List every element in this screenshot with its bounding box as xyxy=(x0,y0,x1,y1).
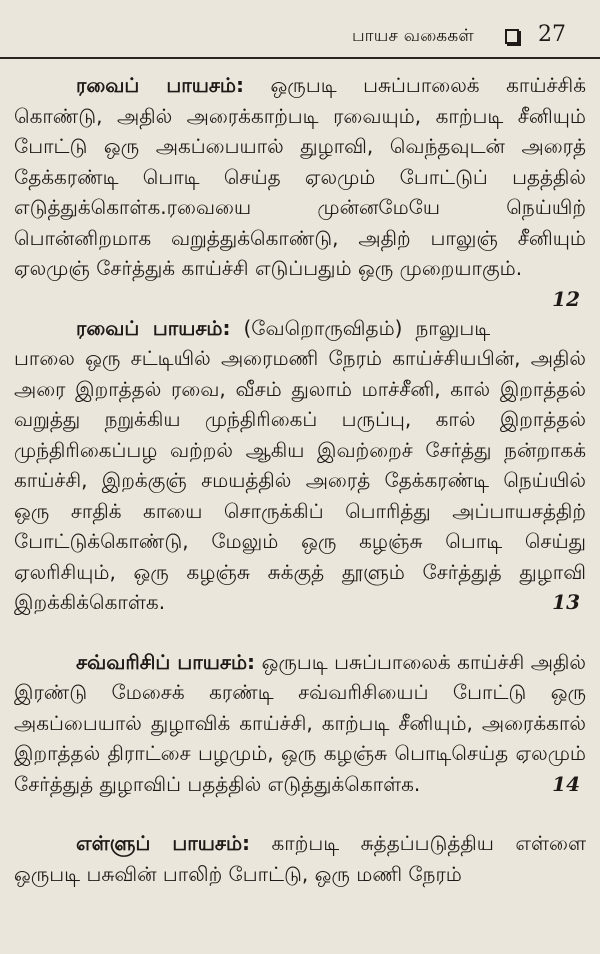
recipe-number: 12 xyxy=(552,286,580,311)
square-ornament-icon xyxy=(505,29,519,44)
header-divider xyxy=(0,57,600,59)
recipe-text: காற்படி சுத்தப்படுத்திய எள்ளை ஒருபடி பசுவின் பாலிற் போட்டு, ஒரு மணி நேரம் xyxy=(14,831,586,886)
recipe-title: சவ்வரிசிப் பாயசம்: xyxy=(76,649,256,674)
recipe-paragraph xyxy=(14,828,586,889)
recipe-text: (வேறொருவிதம்) நாலுபடி பாலை ஒரு சட்டியில் அரைமணி நேரம் காய்ச்சியபின், அதில் அரை இறாத்தல் ரவை, வீசம் துலாம் மாச்சீனி, கால் இறாத்தல் வறுத்து நறுக்கிய முந்திரிகைப் பருப்பு, கால் இறாத்தல் முந்திரிகைப்பழ வற்றல் ஆகிய இவற்றைச் சேர்த்து நன்றாகக் காய்ச்சி, இறக்குஞ் சமயத்தில் அரைத் தேக்கரண்டி நெய்யில் ஒரு சாதிக் காயை சொருக்கிப் பொரித்து அப்பாயசத்திற் போட்டுக்கொண்டு, மேலும் ஒரு கழஞ்சு பொடி செய்து ஏலரிசியும், ஒரு கழஞ்சு சுக்குத் தூளும் சேர்த்துத் துழாவி இறக்கிக்கொள்க. xyxy=(14,315,586,614)
recipe-title: ரவைப் பாயசம்: xyxy=(76,73,245,97)
page-number: 27 xyxy=(538,22,566,47)
chapter-title: பாயச வகைகள் xyxy=(352,26,474,46)
recipe-title: எள்ளுப் பாயசம்: xyxy=(76,831,251,855)
recipe-text: ஒருபடி பசுப்பாலைக் காய்ச்சிக் கொண்டு, அதில் அரைக்காற்படி ரவையும், காற்படி சீனியும் போட்டு ஒரு அகப்பையால் துழாவி, வெந்தவுடன் அரைத் தேக்கரண்டி பொடி செய்த ஏலமும் போட்டுப் பதத்தில் எடுத்துக்கொள்க.ரவையை முன்னமேயே நெய்யிற் பொன்னிறமாக வறுத்துக்கொண்டு, அதிற் பாலுஞ் சீனியும் ஏலமுஞ் சேர்த்துக் காய்ச்சி எடுப்பதும் ஒரு முறையாகும். xyxy=(14,73,586,280)
recipe-title: ரவைப் பாயசம்: xyxy=(76,315,231,340)
recipe-number: 13 xyxy=(552,590,580,614)
recipe-paragraph xyxy=(14,647,586,800)
recipe-text: ஒருபடி பசுப்பாலைக் காய்ச்சி அதில் இரண்டு மேசைக் கரண்டி சவ்வரிசியைப் போட்டு ஒரு அகப்பையால் துழாவிக் காய்ச்சி, காற்படி சீனியும், அரைக்கால் இறாத்தல் திராட்சை பழமும், ஒரு கழஞ்சு பொடிசெய்த ஏலமும் சேர்த்துத் துழாவிப் பதத்தில் எடுத்துக்கொள்க. xyxy=(14,649,587,796)
page-body xyxy=(14,70,586,889)
running-header xyxy=(0,22,600,62)
recipe-paragraph xyxy=(14,70,586,311)
recipe-number: 14 xyxy=(552,771,580,796)
recipe-paragraph xyxy=(14,313,586,618)
